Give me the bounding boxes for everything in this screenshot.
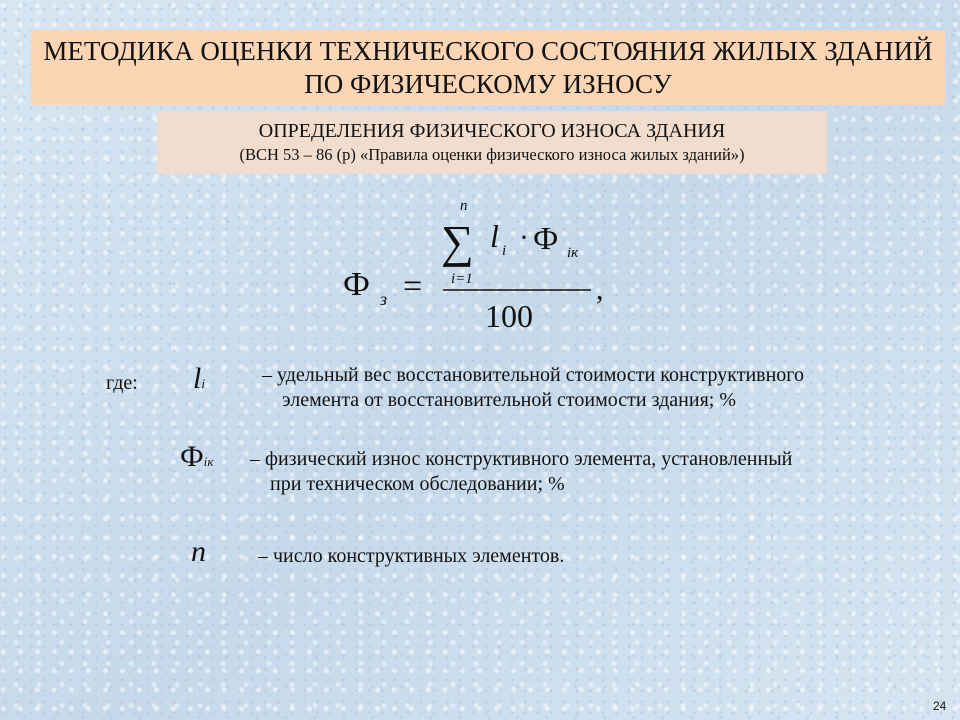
- formula-sum-sign: ∑: [441, 216, 474, 267]
- formula-term-l: l: [490, 218, 499, 254]
- legend-desc-l-line2: элемента от восстановительной стоимости здания; %: [282, 389, 736, 411]
- legend-symbol-l-main: l: [193, 362, 202, 395]
- legend-desc-phi-line1: – физический износ конструктивного элемента, установленный: [250, 448, 793, 470]
- legend-desc-n: [258, 544, 564, 569]
- legend-symbol-l: [193, 362, 205, 396]
- legend-desc-phi-line2: при техническом обследовании; %: [270, 473, 565, 495]
- legend-desc-l-line1: – удельный вес восстановительной стоимости конструктивного: [262, 364, 804, 386]
- wear-formula: [335, 195, 635, 340]
- where-label: где:: [106, 372, 138, 394]
- slide-title-box: [31, 30, 945, 105]
- legend-desc-n-line1: – число конструктивных элементов.: [258, 545, 565, 567]
- formula-equals: =: [403, 268, 423, 305]
- subtitle-line2: (ВСН 53 – 86 (р) «Правила оценки физического износа жилых зданий»): [239, 145, 745, 164]
- formula-term-phi-sub: iк: [567, 245, 579, 261]
- formula-denominator: 100: [485, 298, 533, 334]
- legend-symbol-phi: [180, 440, 213, 474]
- formula-sum-lower: i=1: [451, 271, 473, 287]
- formula-trailing-comma: ,: [596, 273, 604, 306]
- formula-sum-upper: n: [460, 198, 468, 214]
- formula-term-l-sub: i: [502, 243, 507, 259]
- page-number: 24: [933, 699, 947, 713]
- formula-lhs-sub: з: [380, 289, 388, 309]
- formula-lhs-symbol: Ф: [343, 266, 370, 303]
- subtitle-line1: ОПРЕДЕЛЕНИЯ ФИЗИЧЕСКОГО ИЗНОСА ЗДАНИЯ: [258, 120, 726, 142]
- formula-svg: [335, 195, 635, 335]
- formula-dot: ·: [519, 221, 529, 254]
- legend-symbol-n-main: n: [191, 535, 206, 568]
- legend-symbol-n: [191, 535, 206, 569]
- slide-subtitle-box: [157, 111, 827, 174]
- legend-desc-phi: [250, 447, 792, 497]
- legend-symbol-l-sub: i: [201, 376, 205, 391]
- legend-symbol-phi-main: Ф: [180, 440, 204, 473]
- formula-term-phi: Ф: [533, 220, 559, 256]
- slide-title-line2: ПО ФИЗИЧЕСКОМУ ИЗНОСУ: [304, 68, 672, 99]
- legend-desc-l: [262, 363, 804, 413]
- slide-title-line1: МЕТОДИКА ОЦЕНКИ ТЕХНИЧЕСКОГО СОСТОЯНИЯ ЖИЛЫХ ЗДАНИЙ: [43, 35, 933, 66]
- legend-symbol-phi-sub: iк: [203, 454, 214, 469]
